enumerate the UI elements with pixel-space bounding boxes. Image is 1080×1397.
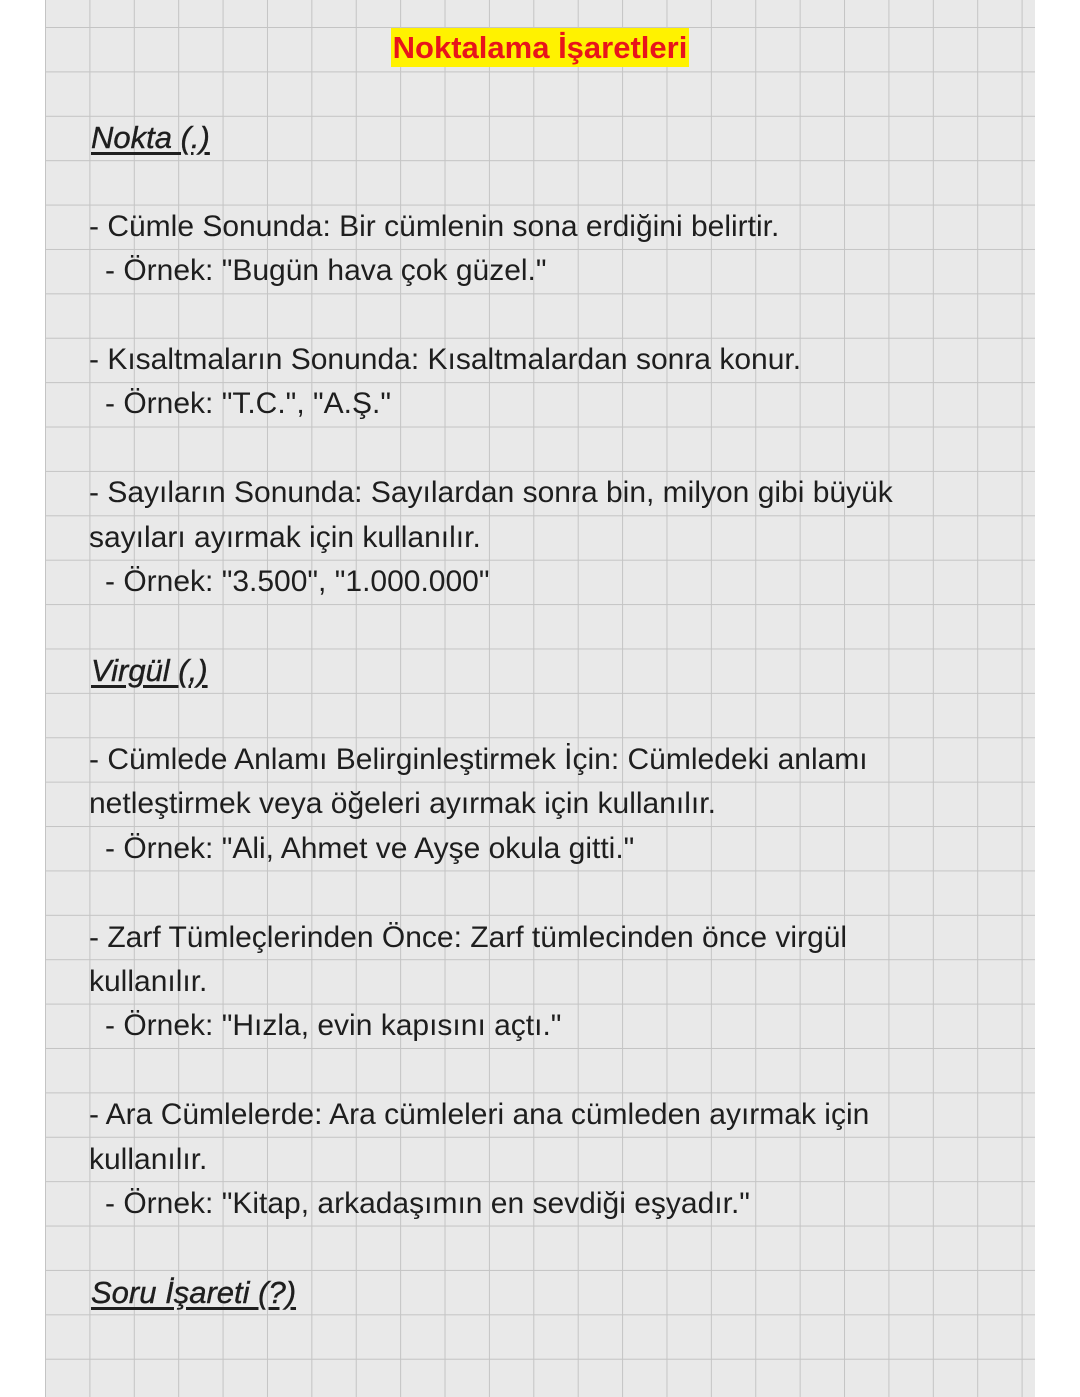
- section-heading-virgul: Virgül (,): [91, 653, 208, 688]
- text-line: - Zarf Tümleçlerinden Önce: Zarf tümlecinden önce virgül: [89, 921, 848, 954]
- section-heading-nokta: Nokta (.): [91, 120, 210, 155]
- text-line: - Cümlede Anlamı Belirginleştirmek İçin: Cümledeki anlamı: [89, 743, 868, 776]
- page-title-highlight: Noktalama İşaretleri: [392, 30, 688, 65]
- text-line: netleştirmek veya öğeleri ayırmak için kullanılır.: [89, 787, 716, 820]
- example-line: - Örnek: "Ali, Ahmet ve Ayşe okula gitti.": [105, 832, 635, 865]
- example-line: - Örnek: "Hızla, evin kapısını açtı.": [105, 1009, 562, 1042]
- example-line: - Örnek: "3.500", "1.000.000": [105, 565, 490, 598]
- text-line: - Kısaltmaların Sonunda: Kısaltmalardan sonra konur.: [89, 343, 802, 376]
- example-line: - Örnek: "Bugün hava çok güzel.": [105, 254, 547, 287]
- text-line: sayıları ayırmak için kullanılır.: [89, 521, 481, 554]
- example-line: - Örnek: "T.C.", "A.Ş.": [105, 387, 391, 420]
- text-line: - Ara Cümlelerde: Ara cümleleri ana cümleden ayırmak için: [89, 1098, 870, 1131]
- text-line: kullanılır.: [89, 1143, 208, 1176]
- text-line: - Cümle Sonunda: Bir cümlenin sona erdiğini belirtir.: [89, 210, 780, 243]
- text-line: - Sayıların Sonunda: Sayılardan sonra bin, milyon gibi büyük: [89, 476, 893, 509]
- example-line: - Örnek: "Kitap, arkadaşımın en sevdiği eşyadır.": [105, 1187, 750, 1220]
- text-line: kullanılır.: [89, 965, 208, 998]
- page-title: [45, 27, 1035, 69]
- notebook-page: [45, 0, 1035, 1397]
- section-heading-soru-isareti: Soru İşareti (?): [91, 1275, 297, 1310]
